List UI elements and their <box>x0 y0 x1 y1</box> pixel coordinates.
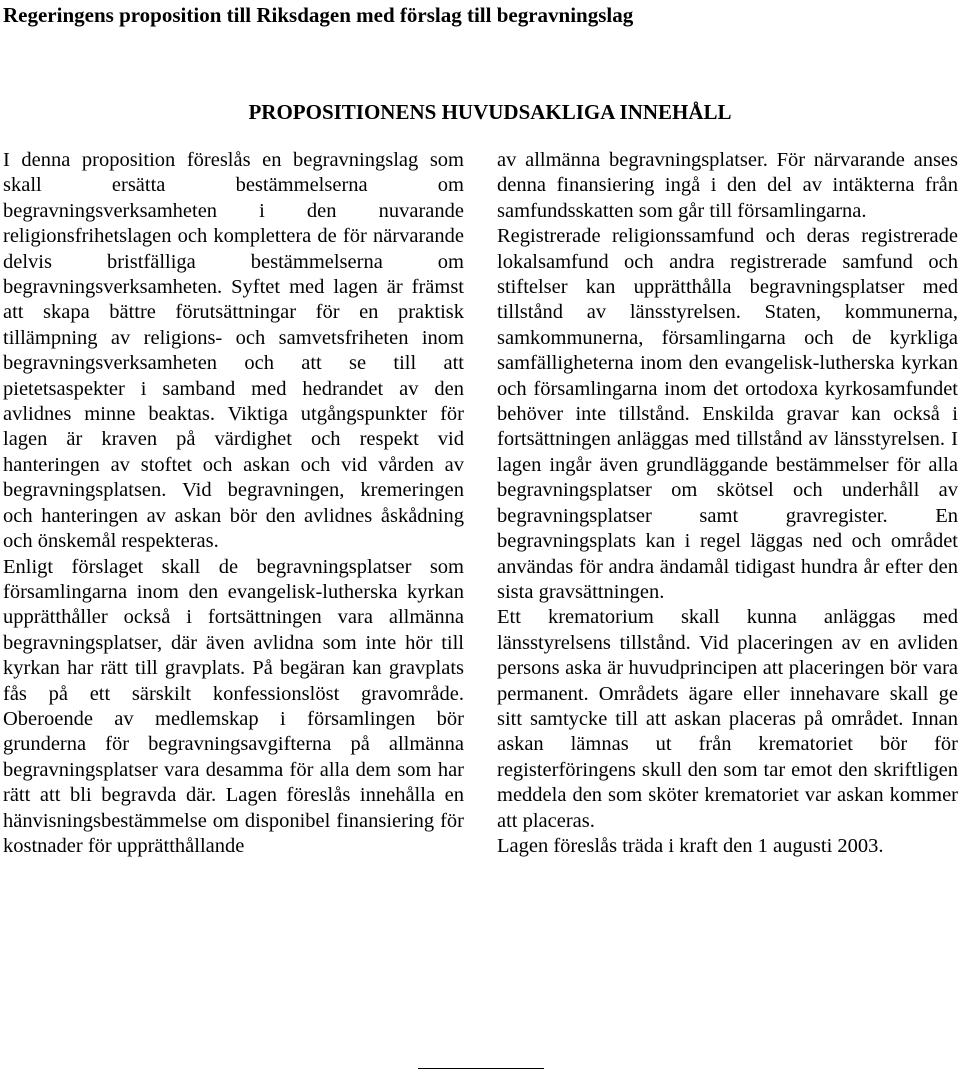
footer-divider <box>418 1068 544 1069</box>
paragraph: I denna proposition föreslås en begravningslag som skall ersätta bestämmelserna om begravningsverksamheten i den nuvarande religionsfrihetslagen och komplettera de för närvarande delvis bristfälliga bestämmelserna om begravningsverksamheten. Syftet med lagen är främst att skapa bättre förutsättningar för en praktisk tillämpning av religions- och samvetsfriheten inom begravningsverksamheten och att se till att pietetsaspekter i samband med hedrandet av den avlidnes minne beaktas. Viktiga utgångspunkter för lagen är kraven på värdighet och respekt vid hanteringen av stoftet och askan och vid vården av begravningsplatsen. Vid begravningen, kremeringen och hanteringen av askan bör den avlidnes åskådning och önskemål respekteras. <box>3 149 464 553</box>
paragraph: Lagen föreslås träda i kraft den 1 augusti 2003. <box>497 834 884 857</box>
paragraph: Ett krematorium skall kunna anläggas med länsstyrelsens tillstånd. Vid placeringen av en avliden persons aska är huvudprincipen att placeringen bör vara permanent. Områdets ägare eller innehavare skall ge sitt samtycke till att askan placeras på området. Innan askan lämnas ut från krematoriet bör för registerföringens skull den som tar emot den skriftligen meddela den som sköter krematoriet var askan kommer att placeras. <box>497 606 958 832</box>
right-column <box>497 148 958 859</box>
page-title: Regeringens proposition till Riksdagen med förslag till begravningslag <box>3 3 634 27</box>
paragraph: av allmänna begravningsplatser. För närvarande anses denna finansiering ingå i den del av intäkterna från samfundsskatten som går till församlingarna. <box>497 149 958 222</box>
section-heading: PROPOSITIONENS HUVUDSAKLIGA INNEHÅLL <box>248 100 732 124</box>
paragraph: Registrerade religionssamfund och deras registrerade lokalsamfund och andra registrerade samfund och stiftelser kan upprätthålla begravningsplatser med tillstånd av länsstyrelsen. Staten, kommunerna, samkommunerna, församlingarna och de kyrkliga samfälligheterna inom den evangelisk-lutherska kyrkan och församlingarna inom det ortodoxa kyrkosamfundet behöver inte tillstånd. Enskilda gravar kan också i fortsättningen anläggas med tillstånd av länsstyrelsen. I lagen ingår även grundläggande bestämmelser för alla begravningsplatser om skötsel och underhåll av begravningsplatser samt gravregister. En begravningsplats kan i regel läggas ned och området användas för andra ändamål tidigast hundra år efter den sista gravsättningen. <box>497 225 958 603</box>
paragraph: Enligt förslaget skall de begravningsplatser som församlingarna inom den evangelisk-lutherska kyrkan upprätthåller också i fortsättningen vara allmänna begravningsplatser, där även avlidna som inte hör till kyrkan har rätt till gravplats. På begäran kan gravplats fås på ett särskilt konfessionslöst gravområde. Oberoende av medlemskap i församlingen bör grunderna för begravningsavgifterna på allmänna begravningsplatser vara desamma för alla dem som har rätt att bli begravda där. Lagen föreslås innehålla en hänvisningsbestämmelse om disponibel finansiering för kostnader för upprätthållande <box>3 555 464 857</box>
left-column <box>3 148 464 859</box>
